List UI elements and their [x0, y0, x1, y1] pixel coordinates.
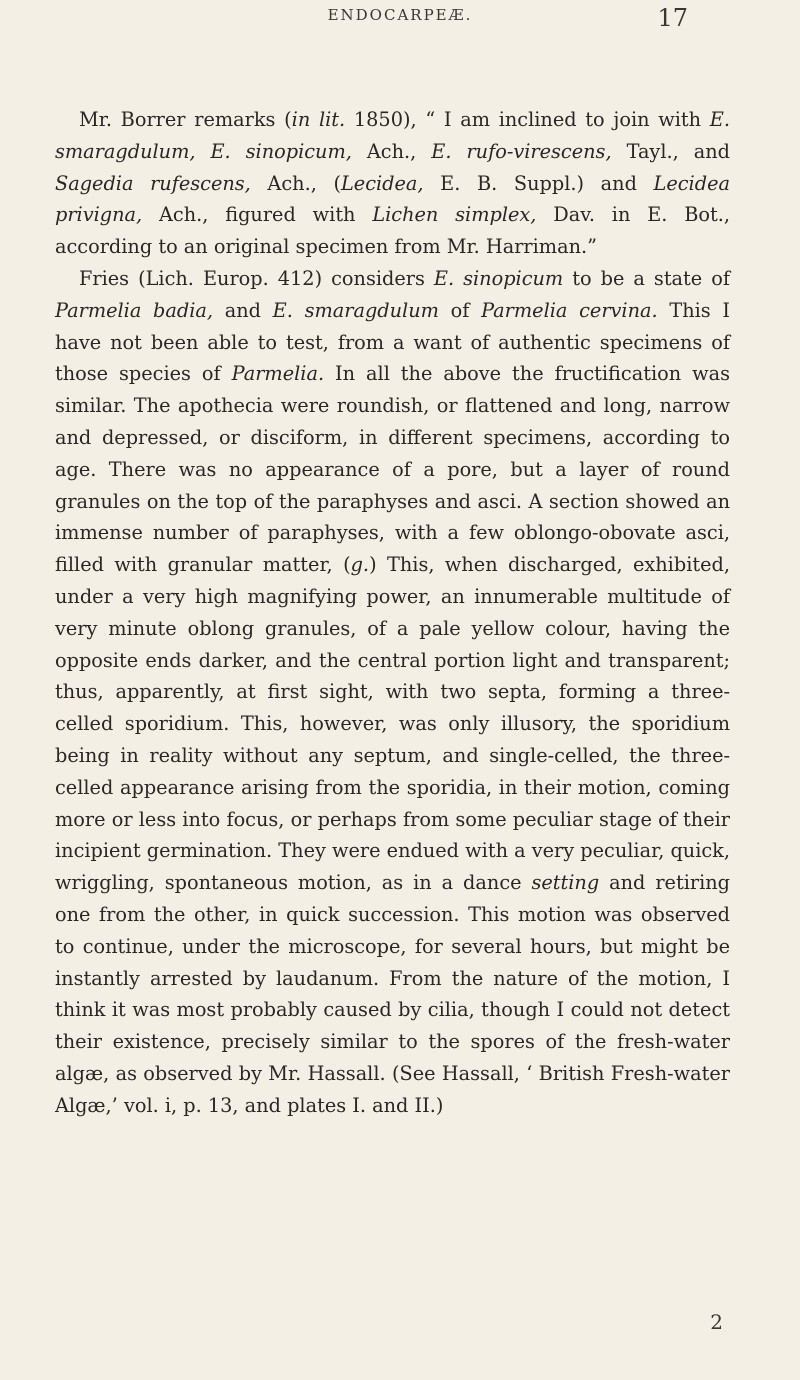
paragraph-fries-considers: Fries (Lich. Europ. 412) considers E. sinopicum to be a state of Parmelia badia, and E. smaragdulum of Parmelia cervina. This I have not been able to test, from a want of authentic specimens of those species of Parmelia. In all the above the fructification was similar. The apothecia were roundish, or flattened and long, narrow and depressed, or disciform, in different specimens, according to age. There was no appearance of a pore, but a layer of round granules on the top of the paraphyses and asci. A section showed an immense number of paraphyses, with a few oblongo-obovate asci, filled with granular matter, (g.) This, when discharged, exhibited, under a very high magnifying power, an innumerable multitude of very minute oblong granules, of a pale yellow colour, having the opposite ends darker, and the central portion light and transparent; thus, apparently, at first sight, with two septa, forming a three-celled sporidium. This, however, was only illusory, the sporidium being in reality without any septum, and single-celled, the three-celled appearance arising from the sporidia, in their motion, coming more or less into focus, or perhaps from some peculiar stage of their incipient germination. They were endued with a very peculiar, quick, wriggling, spontaneous motion, as in a dance setting and retiring one from the other, in quick succession. This motion was observed to continue, under the microscope, for several hours, but might be instantly arrested by laudanum. From the nature of the motion, I think it was most probably caused by cilia, though I could not detect their existence, precisely similar to the spores of the fresh-water algæ, as observed by Mr. Hassall. (See Hassall, ‘ British Fresh-water Algæ,’ vol. i, p. 13, and plates I. and II.) — [55, 266, 731, 1117]
body-text — [55, 104, 730, 1122]
paragraph-borrer-remarks: Mr. Borrer remarks (in lit. 1850), “ I am inclined to join with E. smaragdulum, E. sinopicum, Ach., E. rufo-virescens, Tayl., and Sagedia rufescens, Ach., (Lecidea, E. B. Suppl.) and Lecidea privigna, Ach., figured with Lichen simplex, Dav. in E. Bot., according to an original specimen from Mr. Harriman.” — [55, 108, 731, 259]
signature-mark: 2 — [710, 1310, 723, 1334]
running-head: ENDOCARPEÆ. — [327, 6, 473, 24]
page-number: 17 — [657, 4, 688, 32]
